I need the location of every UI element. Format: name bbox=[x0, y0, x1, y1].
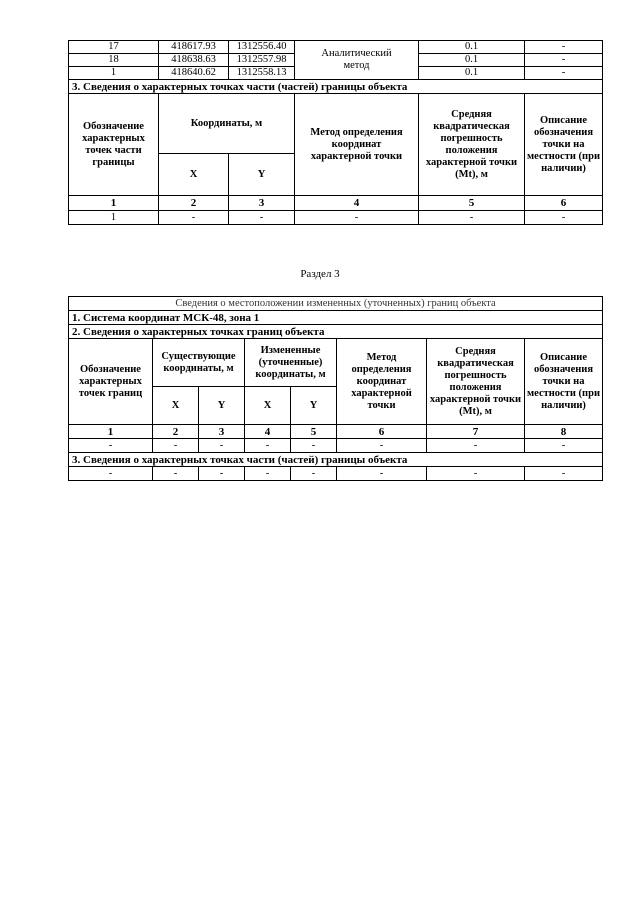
header-x: X bbox=[159, 154, 229, 196]
coord-x: 418617.93 bbox=[159, 41, 229, 54]
changed-boundaries-table bbox=[68, 296, 603, 481]
data-cell: - bbox=[525, 467, 603, 481]
header-changed-coords: Измененные (уточненные) координаты, м bbox=[245, 339, 337, 387]
data-cell: - bbox=[199, 439, 245, 453]
data-cell: - bbox=[525, 211, 603, 225]
col-number: 4 bbox=[245, 425, 291, 439]
header-description: Описание обозначения точки на местности (при наличии) bbox=[525, 339, 603, 425]
header-y: Y bbox=[199, 387, 245, 425]
data-cell: - bbox=[159, 211, 229, 225]
data-cell: - bbox=[337, 467, 427, 481]
description-cell: - bbox=[525, 41, 603, 54]
header-designation: Обозначение характерных точек границ bbox=[69, 339, 153, 425]
header-accuracy: Средняя квадратическая погрешность положения характерной точки (Mt), м bbox=[419, 94, 525, 196]
col-number: 8 bbox=[525, 425, 603, 439]
data-cell: - bbox=[337, 439, 427, 453]
header-x: X bbox=[245, 387, 291, 425]
section-title: 3. Сведения о характерных точках части (частей) границы объекта bbox=[69, 453, 603, 467]
col-number: 3 bbox=[199, 425, 245, 439]
data-cell: - bbox=[245, 439, 291, 453]
data-cell: - bbox=[153, 467, 199, 481]
col-number: 6 bbox=[525, 196, 603, 211]
accuracy-cell: 0.1 bbox=[419, 41, 525, 54]
table-row bbox=[69, 41, 603, 54]
data-cell: - bbox=[291, 467, 337, 481]
description-cell: - bbox=[525, 67, 603, 80]
header-existing-coords: Существующие координаты, м bbox=[153, 339, 245, 387]
points-table-part bbox=[68, 40, 603, 225]
data-cell: - bbox=[419, 211, 525, 225]
col-number: 3 bbox=[229, 196, 295, 211]
table-row bbox=[69, 211, 603, 225]
data-cell: - bbox=[427, 439, 525, 453]
col-number: 6 bbox=[337, 425, 427, 439]
column-numbers-row bbox=[69, 425, 603, 439]
section-title: 1. Система координат МСК-48, зона 1 bbox=[69, 311, 603, 325]
point-number: 17 bbox=[69, 41, 159, 54]
header-method: Метод определения координат характерной точки bbox=[337, 339, 427, 425]
coord-y: 1312557.98 bbox=[229, 54, 295, 67]
data-cell: - bbox=[245, 467, 291, 481]
header-designation: Обозначение характерных точек части границы bbox=[69, 94, 159, 196]
header-method: Метод определения координат характерной точки bbox=[295, 94, 419, 196]
section-heading: Раздел 3 bbox=[300, 268, 340, 280]
accuracy-cell: 0.1 bbox=[419, 67, 525, 80]
col-number: 7 bbox=[427, 425, 525, 439]
data-cell: - bbox=[525, 439, 603, 453]
coord-x: 418638.63 bbox=[159, 54, 229, 67]
col-number: 2 bbox=[153, 425, 199, 439]
col-number: 5 bbox=[291, 425, 337, 439]
header-coords: Координаты, м bbox=[159, 94, 295, 154]
data-cell: - bbox=[291, 439, 337, 453]
data-cell: - bbox=[427, 467, 525, 481]
section-title: 3. Сведения о характерных точках части (частей) границы объекта bbox=[69, 80, 603, 94]
table-caption: Сведения о местоположении измененных (уточненных) границ объекта bbox=[69, 297, 603, 311]
coord-y: 1312558.13 bbox=[229, 67, 295, 80]
point-number: 18 bbox=[69, 54, 159, 67]
col-number: 5 bbox=[419, 196, 525, 211]
header-description: Описание обозначения точки на местности (при наличии) bbox=[525, 94, 603, 196]
description-cell: - bbox=[525, 54, 603, 67]
point-number: 1 bbox=[69, 67, 159, 80]
section-title: 2. Сведения о характерных точках границ объекта bbox=[69, 325, 603, 339]
data-cell: - bbox=[199, 467, 245, 481]
coord-y: 1312556.40 bbox=[229, 41, 295, 54]
header-accuracy: Средняя квадратическая погрешность положения характерной точки (Mt), м bbox=[427, 339, 525, 425]
col-number: 1 bbox=[69, 196, 159, 211]
col-number: 2 bbox=[159, 196, 229, 211]
header-x: X bbox=[153, 387, 199, 425]
data-cell: - bbox=[69, 467, 153, 481]
column-numbers-row bbox=[69, 196, 603, 211]
table-row bbox=[69, 467, 603, 481]
header-y: Y bbox=[229, 154, 295, 196]
coord-x: 418640.62 bbox=[159, 67, 229, 80]
col-number: 1 bbox=[69, 425, 153, 439]
method-cell: Аналитический метод bbox=[295, 41, 419, 80]
data-cell: - bbox=[69, 439, 153, 453]
data-cell: - bbox=[229, 211, 295, 225]
data-cell: - bbox=[153, 439, 199, 453]
accuracy-cell: 0.1 bbox=[419, 54, 525, 67]
data-cell: 1 bbox=[69, 211, 159, 225]
data-cell: - bbox=[295, 211, 419, 225]
col-number: 4 bbox=[295, 196, 419, 211]
table-row bbox=[69, 439, 603, 453]
header-y: Y bbox=[291, 387, 337, 425]
